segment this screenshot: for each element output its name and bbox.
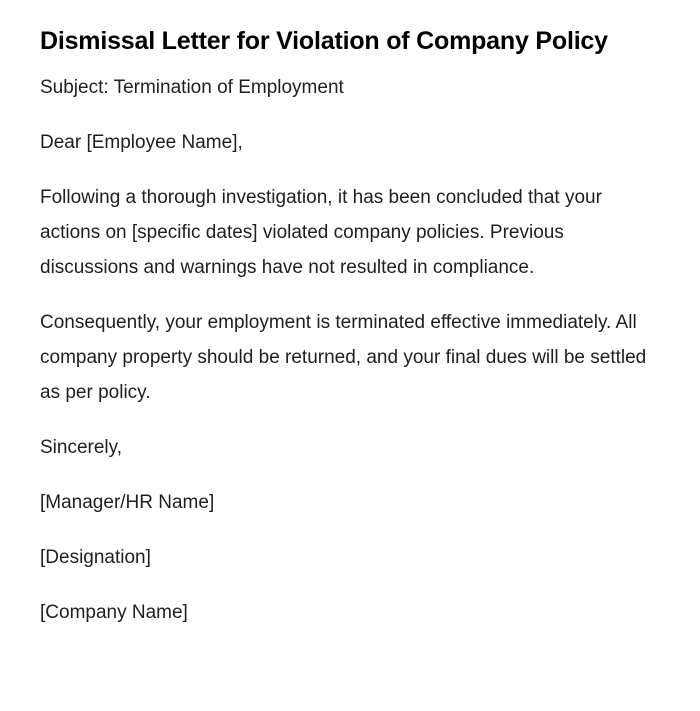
letter-title: Dismissal Letter for Violation of Company Policy — [40, 27, 608, 55]
letter-subject: Subject: Termination of Employment — [40, 77, 344, 98]
signature-company: [Company Name] — [40, 602, 188, 623]
letter-paragraph-investigation: Following a thorough investigation, it has been concluded that your actions on [specific dates] violated company policies. Previous discussions and warnings have not resulted in compliance. — [40, 187, 602, 278]
letter-paragraph-termination: Consequently, your employment is terminated effective immediately. All company property should be returned, and your final dues will be settled as per policy. — [40, 312, 647, 403]
signature-name: [Manager/HR Name] — [40, 492, 215, 513]
letter-salutation: Dear [Employee Name], — [40, 132, 243, 153]
letter-document — [40, 26, 650, 630]
signature-designation: [Designation] — [40, 547, 151, 568]
letter-closing: Sincerely, — [40, 437, 123, 458]
